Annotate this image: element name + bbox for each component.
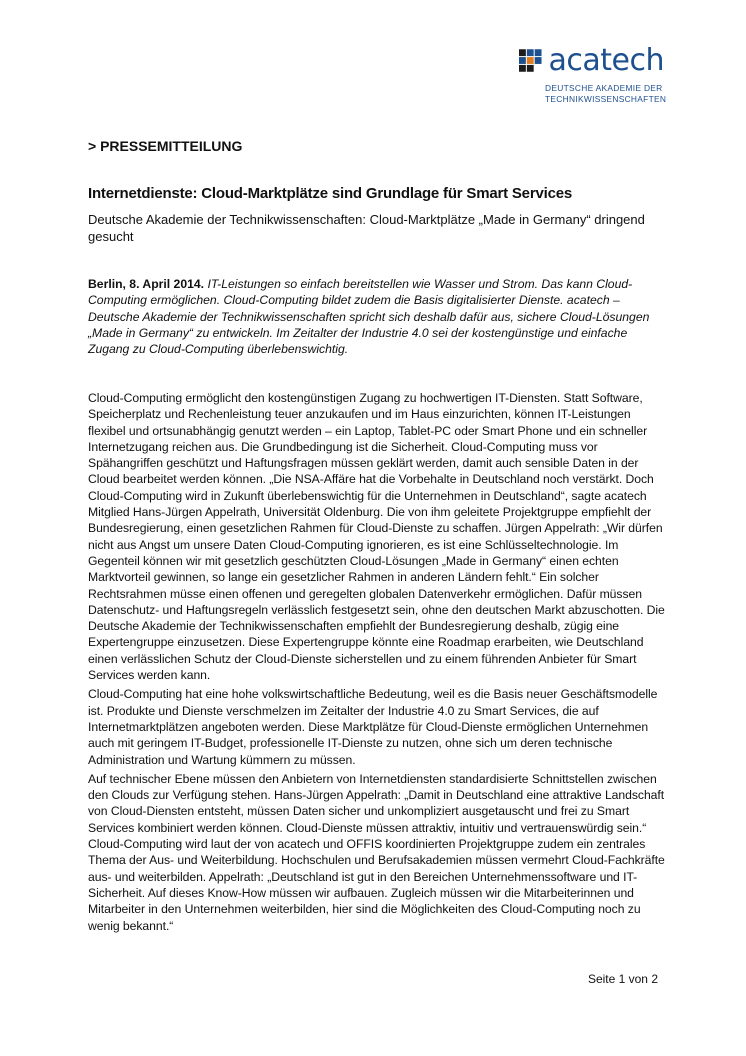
body-paragraph: Cloud-Computing hat eine hohe volkswirtschaftliche Bedeutung, weil es die Basis neuer Geschäftsmodelle ist. Produkte und Dienste verschmelzen im Zeitalter der Industrie 4.0 zu Smart Services, die auf Internetmarktplätzen angeboten werden. Diese Marktplätze für Cloud-Dienste ermöglichen Unternehmen auch mit geringem IT-Budget, professionelle IT-Dienste zu nutzen, ohne sich um deren technische Administration und Wartung kümmern zu müssen. bbox=[88, 687, 658, 767]
mark-square-2 bbox=[527, 49, 534, 56]
subheadline: Deutsche Akademie der Technikwissenschaften: Cloud-Marktplätze „Made in Germany“ dringend gesucht bbox=[88, 212, 645, 244]
logo-wordmark: acatech bbox=[548, 43, 664, 78]
page-number: Seite 1 von 2 bbox=[587, 972, 658, 986]
mark-square-4 bbox=[519, 57, 526, 64]
mark-square-8 bbox=[527, 65, 534, 72]
mark-square-6 bbox=[535, 57, 542, 64]
lead-paragraph bbox=[88, 276, 666, 357]
mark-square-5 bbox=[527, 57, 534, 64]
mark-square-7 bbox=[519, 65, 526, 72]
headline: Internetdienste: Cloud-Marktplätze sind Grundlage für Smart Services bbox=[88, 185, 573, 202]
acatech-logo bbox=[519, 43, 667, 104]
acatech-mark-icon bbox=[519, 49, 543, 73]
logo-subtitle bbox=[545, 83, 667, 104]
press-release-label: > PRESSEMITTEILUNG bbox=[88, 138, 243, 154]
dateline: Berlin, 8. April 2014. bbox=[88, 277, 205, 291]
body-paragraph: Cloud-Computing ermöglicht den kostengünstigen Zugang zu hochwertigen IT-Diensten. Statt Software, Speicherplatz und Rechenleistung teuer anzukaufen und im Haus einzurichten, können IT-Leistungen flexibel und ortsunabhängig genutzt werden – ein Laptop, Tablet-PC oder Smart Phone und ein schneller Internetzugang reichen aus. Die Grundbedingung ist die Sicherheit. Cloud-Computing muss vor Spähangriffen geschützt und Haftungsfragen müssen geklärt werden, damit auch sensible Daten in der Cloud bearbeitet werden können. „Die NSA-Affäre hat die Vorbehalte in Deutschland noch verstärkt. Doch Cloud-Computing wird in Zukunft überlebenswichtig für die Unternehmen in Deutschland“, sagte acatech Mitglied Hans-Jürgen Appelrath, Universität Oldenburg. Die von ihm geleitete Projektgruppe empfiehlt der Bundesregierung, einen gesetzlichen Rahmen für Cloud-Dienste zu schaffen. Jürgen Appelrath: „Wir dürfen nicht aus Angst um unsere Daten Cloud-Computing ignorieren, es ist eine Schlüsseltechnologie. Im Gegenteil können wir mit gesetzlich geschützten Cloud-Lösungen „Made in Germany“ einen echten Marktvorteil gewinnen, so lange ein gesetzlicher Rahmen in anderen Ländern fehlt.“ Ein solcher Rechtsrahmen müsse einen offenen und geregelten globalen Datenverkehr ermöglichen. Dafür müssen Datenschutz- und Haftungsregeln verlässlich festgesetzt sein, ohne den deutschen Markt abzuschotten. Die Deutsche Akademie der Technikwissenschaften empfiehlt der Bundesregierung deshalb, zügig eine Expertengruppe einzusetzen. Diese Expertengruppe könnte eine Roadmap erarbeiten, wie Deutschland einen verlässlichen Schutz der Cloud-Dienste sicherstellen und zu einem führenden Anbieter für Smart Services werden kann. bbox=[88, 391, 665, 683]
lead-text: IT-Leistungen so einfach bereitstellen wie Wasser und Strom. Das kann Cloud-Computing ermöglichen. Cloud-Computing bildet zudem die Basis digitalisierter Dienste. acatech – Deutsche Akademie der Technikwissenschaften spricht sich deshalb dafür aus, sichere Cloud-Lösungen „Made in Germany“ zu entwickeln. Im Zeitalter der Industrie 4.0 sei der kostengünstige und einfache Zugang zu Cloud-Computing überlebenswichtig. bbox=[88, 277, 650, 357]
logo-subtitle-line-1: DEUTSCHE AKADEMIE DER bbox=[545, 83, 663, 93]
mark-square-1 bbox=[519, 49, 526, 56]
logo-subtitle-line-2: TECHNIKWISSENSCHAFTEN bbox=[545, 93, 667, 104]
article-body bbox=[88, 390, 666, 937]
body-paragraph: Auf technischer Ebene müssen den Anbietern von Internetdiensten standardisierte Schnittstellen zwischen den Clouds zur Verfügung stehen. Hans-Jürgen Appelrath: „Damit in Deutschland eine attraktive Landschaft von Cloud-Diensten entsteht, müssen Daten sicher und unkompliziert ausgetauscht und frei zu Smart Services kombiniert werden können. Cloud-Dienste müssen attraktiv, intuitiv und vertrauenswürdig sein.“ Cloud-Computing wird laut der von acatech und OFFIS koordinierten Projektgruppe zudem ein zentrales Thema der Aus- und Weiterbildung. Hochschulen und Berufsakademien müssen vermehrt Cloud-Fachkräfte aus- und weiterbilden. Appelrath: „Deutschland ist gut in den Bereichen Unternehmenssoftware und IT-Sicherheit. Auf dieses Know-How müssen wir aufbauen. Zugleich müssen wir die Mitarbeiterinnen und Mitarbeiter in den Unternehmen weiterbilden, hier sind die Möglichkeiten des Cloud-Computing noch zu wenig bekannt.“ bbox=[88, 771, 665, 933]
mark-square-3 bbox=[535, 49, 542, 56]
